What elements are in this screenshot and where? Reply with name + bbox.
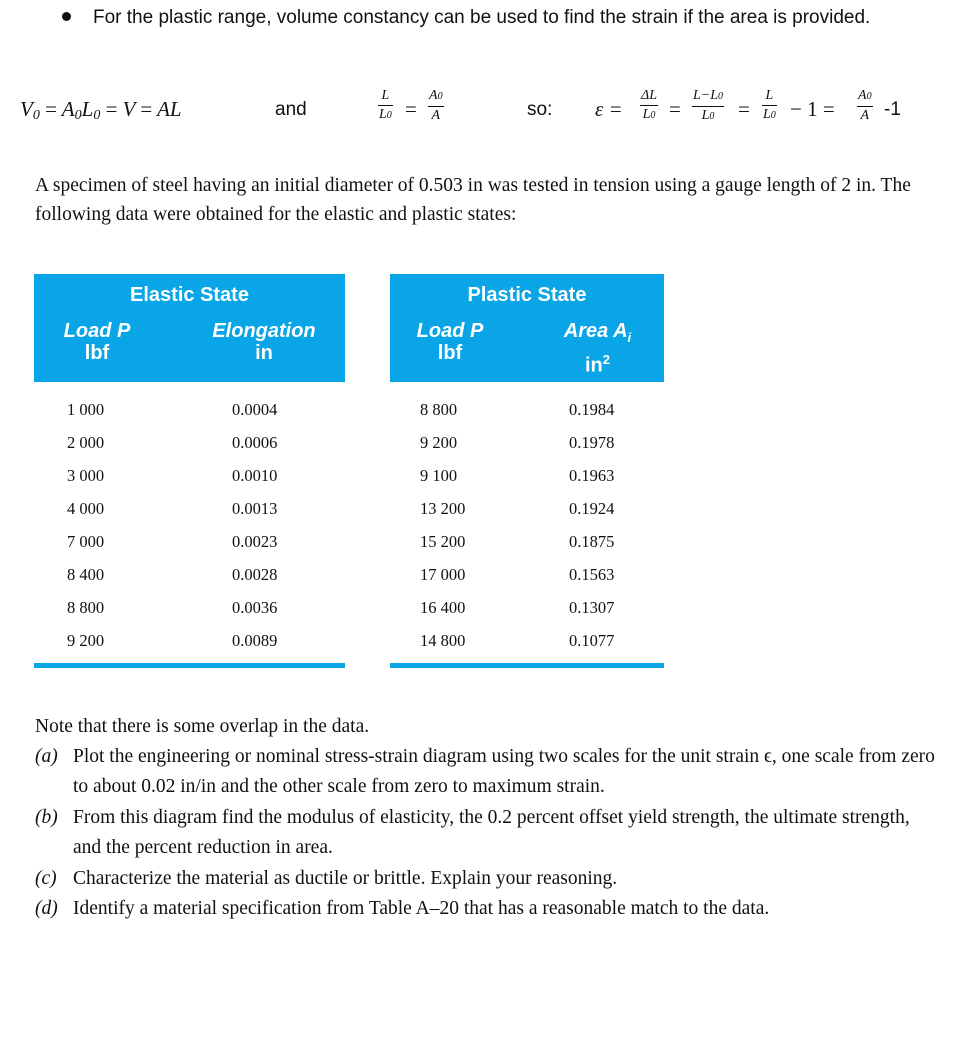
plastic-col-area-subscript: i	[627, 330, 632, 345]
question-b-tag: (b)	[35, 807, 58, 828]
plastic-load-cell: 13 200	[420, 499, 466, 518]
bullet-marker	[62, 12, 71, 21]
elastic-value-cell: 0.0023	[232, 532, 278, 551]
plastic-col-load-header	[400, 320, 500, 364]
elastic-value-cell: 0.0006	[232, 433, 278, 452]
plastic-value-cell: 0.1924	[569, 499, 615, 518]
elastic-table-rule	[34, 663, 345, 668]
elastic-value-cell: 0.0089	[232, 631, 278, 650]
question-a-text: Plot the engineering or nominal stress-strain diagram using two scales for the unit strain ϵ, one scale from zero to about 0.02 in/in and the other scale from zero to maximum strain.	[73, 746, 935, 797]
plastic-col-load-unit: lbf	[437, 342, 463, 364]
elastic-table-header	[34, 274, 345, 382]
question-c	[35, 864, 935, 894]
and-label: and	[275, 99, 307, 120]
plastic-load-cell: 8 800	[420, 400, 458, 419]
plastic-load-cell: 9 200	[420, 433, 458, 452]
plastic-value-cell: 0.1563	[569, 565, 615, 584]
question-a-tag: (a)	[35, 746, 58, 767]
plastic-load-cell: 15 200	[420, 532, 466, 551]
plastic-value-cell: 0.1978	[569, 433, 615, 452]
fraction-a0-over-a: A0 A	[858, 88, 872, 123]
equals-sign: =	[738, 97, 750, 121]
elastic-col-elongation-unit: in	[255, 342, 273, 364]
bullet-text: For the plastic range, volume constancy can be used to find the strain if the area is provided.	[93, 7, 871, 28]
note-text: Note that there is some overlap in the data.	[35, 716, 370, 737]
plastic-table-rule	[390, 663, 664, 668]
elastic-load-cell: 3 000	[67, 466, 105, 485]
plastic-value-cell: 0.1963	[569, 466, 615, 485]
equals-sign: =	[405, 97, 417, 121]
elastic-col-elongation-name: Elongation	[212, 320, 316, 342]
intro-paragraph: A specimen of steel having an initial diameter of 0.503 in was tested in tension using a gauge length of 2 in. The following data were obtained for the elastic and plastic states:	[35, 175, 911, 225]
plastic-load-cell: 17 000	[420, 565, 466, 584]
plastic-value-cell: 0.1984	[569, 400, 615, 419]
plastic-col-area-header	[540, 320, 655, 377]
elastic-load-cell: 1 000	[67, 400, 105, 419]
plastic-col-area-unit: in	[584, 354, 603, 377]
plastic-value-cell: 0.1307	[569, 598, 615, 617]
question-b	[35, 803, 935, 862]
volume-equation: $V_0 = A_0L_0 = V$ = AL	[20, 97, 182, 123]
fraction-l-over-l0: L L0	[763, 88, 776, 122]
plastic-load-cell: 9 100	[420, 466, 458, 485]
elastic-col-load-name: Load P	[63, 320, 131, 342]
plastic-table-title: Plastic State	[467, 284, 587, 306]
question-a	[35, 742, 935, 801]
epsilon-symbol: ε =	[595, 97, 623, 121]
equals-sign: =	[669, 97, 681, 121]
plastic-load-cell: 14 800	[420, 631, 466, 650]
elastic-col-load-unit: lbf	[84, 342, 110, 364]
elastic-load-cell: 7 000	[67, 532, 105, 551]
elastic-table-title: Elastic State	[130, 284, 249, 306]
minus-one-equals: − 1 =	[790, 97, 835, 121]
elastic-col-elongation-header	[194, 320, 334, 364]
elastic-col-load-header	[42, 320, 152, 364]
fraction-a0-over-a: A0 A	[429, 88, 443, 123]
elastic-load-cell: 9 200	[67, 631, 105, 650]
elastic-load-cell: 8 800	[67, 598, 105, 617]
question-c-text: Characterize the material as ductile or brittle. Explain your reasoning.	[73, 868, 618, 889]
plastic-table-header	[390, 274, 664, 382]
elastic-value-cell: 0.0028	[232, 565, 278, 584]
minus-one-label: -1	[884, 99, 901, 120]
plastic-col-area-name: Area A	[563, 320, 628, 342]
plastic-value-cell: 0.1875	[569, 532, 615, 551]
plastic-load-cell: 16 400	[420, 598, 466, 617]
elastic-load-cell: 2 000	[67, 433, 105, 452]
question-d	[35, 894, 935, 924]
question-d-text: Identify a material specification from Table A–20 that has a reasonable match to the data.	[73, 898, 770, 919]
so-label: so:	[527, 99, 553, 120]
plastic-value-cell: 0.1077	[569, 631, 615, 650]
fraction-l-over-l0: L L0	[379, 88, 392, 122]
plastic-col-load-name: Load P	[416, 320, 484, 342]
elastic-value-cell: 0.0004	[232, 400, 278, 419]
question-c-tag: (c)	[35, 868, 57, 889]
fraction-l-minus-l0-over-l0: L−L0 L0	[693, 88, 724, 123]
plastic-col-area-superscript: 2	[602, 352, 610, 367]
elastic-load-cell: 4 000	[67, 499, 105, 518]
question-b-text: From this diagram find the modulus of elasticity, the 0.2 percent offset yield strength, the ultimate strength, and the percent reduction in area.	[73, 807, 910, 858]
question-d-tag: (d)	[35, 898, 58, 919]
elastic-value-cell: 0.0013	[232, 499, 278, 518]
elastic-value-cell: 0.0010	[232, 466, 278, 485]
elastic-load-cell: 8 400	[67, 565, 105, 584]
fraction-delta-l-over-l0: ΔL L0	[641, 88, 658, 122]
elastic-value-cell: 0.0036	[232, 598, 278, 617]
